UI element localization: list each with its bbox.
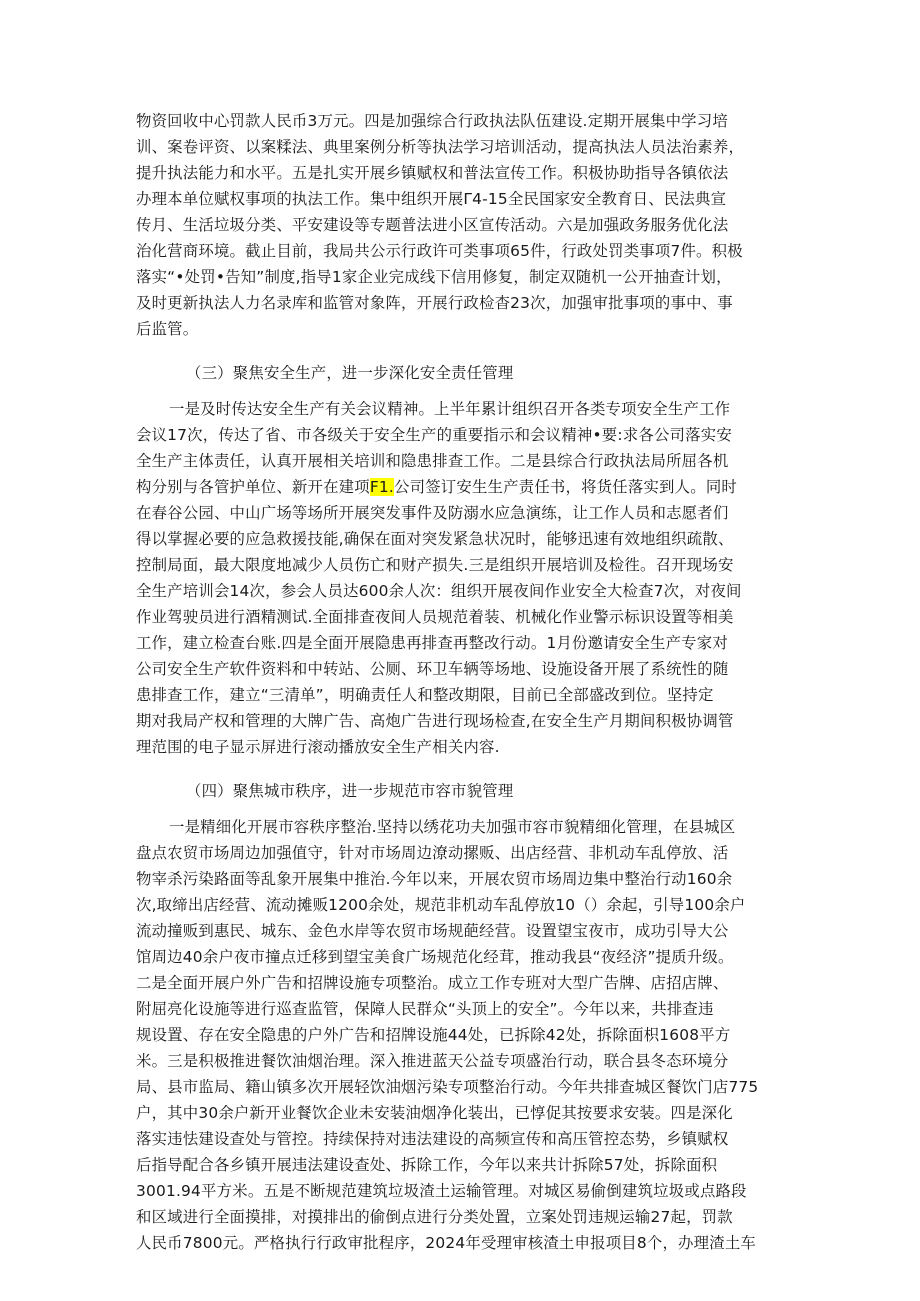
text-segment: 构分别与各管护单位、新开在建项 [136, 478, 370, 496]
text-line: 全生产主体责任，认真开展相关培训和隐患排查工作。二是县综合行政执法局所屈各机 [136, 452, 729, 470]
text-line: 提升执法能力和水平。五是扎实开展乡镇赋权和普法宣传工作。积极协助指导各镇依法 [136, 164, 729, 182]
text-line: 局、县市监局、籍山镇多次开展轻饮油烟污染专项整治行动。今年共排查城区餐饮门店775 [136, 1078, 759, 1096]
text-line: 馆周边40余户夜市撞点迁移到望宝美食广场规范化经茸，推动我县“夜经济”提质升级。 [136, 948, 734, 966]
text-line: 治化营商环境。截止目前，我局共公示行政许可类事项65件，行政处罚类事项7件。积极 [136, 242, 743, 260]
text-line: 物宰杀污染路面等乱象开展集中推治.今年以来，开展农贸市场周边集中整治行动160余 [136, 870, 733, 888]
text-line: 公司安全生产软件资料和中转站、公厕、环卫车辆等场地、设施设备开展了系统性的随 [136, 660, 729, 678]
document-page [136, 108, 792, 1288]
section-heading-4: （四）聚焦城市秩序，进一步规范市容市貌管理 [186, 782, 514, 800]
text-line: 米。三是积极推进餐饮油烟治理。深入推进蓝天公益专项盛治行动，联合县冬态环境分 [136, 1052, 729, 1070]
text-line: 附屈亮化设施等进行巡查监管，保障人民群众“头顶上的安全”。今年以来，共排查违 [136, 1000, 714, 1018]
text-line-highlighted [136, 474, 792, 500]
text-line: 后监管。 [136, 320, 199, 338]
text-line: 在春谷公园、中山广场等场所开展突发事件及防溺水应急演练，让工作人员和志愿者们 [136, 504, 729, 522]
text-line: 会议17次，传达了省、市各级关于安全生产的重要指示和会议精神•要:求各公司落实安 [136, 426, 732, 444]
text-line: 患排查工作，建立“三清单”，明确责任人和整改期限，目前已全部盛改到位。坚持定 [136, 686, 714, 704]
text-line: 落实“•处罚•告知”制度,指导1家企业完成线下信用修复，制定双随机一公开抽查计划， [136, 268, 732, 286]
text-line: 和区域进行全面摸排，对摸排出的偷倒点进行分类处置，立案处罚违规运输27起，罚款 [136, 1208, 733, 1226]
text-line: 全生产培训会14次，参会人员达600余人次：组织开展夜间作业安全大检查7次，对夜间 [136, 582, 742, 600]
text-line: 工作，建立检查台账.四是全面开展隐患再排查再整改行动。1月份邀请安全生产专家对 [136, 634, 728, 652]
text-line: 盘点农贸市场周边加强值守，针对市场周边潦动摞贩、出店经营、非机动车乱停放、活 [136, 844, 729, 862]
text-line: 人民币7800元。严格执行行政审批程序，2024年受理审核渣土申报项目8个，办理渣土车 [136, 1234, 757, 1252]
text-line: 规设置、存在安全隐患的户外广告和招牌设施44处，已拆除42处，拆除面枳1608平方 [136, 1026, 731, 1044]
text-line: 一是精细化开展市容秩序整治.坚持以绣花功夫加强市容市貌精细化管理，在县城区 [169, 818, 736, 836]
text-line: 后指导配合各乡镇开展违法建设查处、拆除工作，今年以来共计拆除57处，拆除面积 [136, 1156, 718, 1174]
text-line: 办理本单位赋权事项的执法工作。集中组织开展Γ4-15全民国家安全教育日、民法典宣 [136, 190, 727, 208]
text-line: 二是全面开展户外广告和招牌设施专项整治。成立工作专班对大型广告牌、店招店牌、 [136, 974, 729, 992]
text-line: 物资回收中心罚款人民币3万元。四是加强综合行政执法队伍建设.定期开展集中学习培 [136, 112, 728, 130]
text-line: 次,取缔出店经营、流动摊贩1200余处，规范非机动车乱停放10（）余起，引导100余户 [136, 896, 746, 914]
text-line: 训、案卷评资、以案糅法、典里案例分析等执法学习培训活动，提高执法人员法治素养， [136, 138, 745, 156]
text-line: 一是及时传达安全生产有关会议精神。上半年累计组织召开各类专项安全生产工作 [169, 400, 731, 418]
text-line: 得以掌握必要的应急救援技能,确保在面对突发紧急状况时，能够迅速有效地组织疏散、 [136, 530, 734, 548]
paragraph-continued [136, 108, 792, 342]
text-line: 作业驾驶员进行酒精测试.全面排查夜间人员规范着装、机械化作业警示标识设置等相美 [136, 608, 734, 626]
paragraph-city-order [136, 814, 792, 1256]
text-line: 理范围的电子显示屏进行滚动播放安全生产相关内容. [136, 738, 500, 756]
text-line: 及时更新执法人力名录库和监管对象阵，开展行政检杳23次，加强审批事项的事中、事 [136, 294, 733, 312]
highlighted-text: F1. [369, 478, 395, 496]
section-heading-3: （三）聚焦安全生产，进一步深化安全责任管理 [186, 364, 514, 382]
text-line: 流动撞贩到惠民、城东、金色水岸等农贸市场规葩经营。设置望宝夜市，成功引导大公 [136, 922, 729, 940]
text-line: 户，其中30余户新开业餐饮企业未安装油烟净化装出，已惇促其按要求安装。四是深化 [136, 1104, 733, 1122]
text-line: 控制局面，最大限度地减少人员伤亡和财产损失.三是组织开展培训及检徃。召开现场安 [136, 556, 734, 574]
text-segment: 公司签订安生生产责任书，将货任落实到人。同时 [394, 478, 738, 496]
text-line: 期对我局产权和管理的大牌广告、高炮广告进行现场检查,在安全生产月期间积极协调管 [136, 712, 734, 730]
text-line: 落实违怯建设查处与管控。持续保持对违法建设的高频宣传和高压管控态势，乡镇赋权 [136, 1130, 729, 1148]
paragraph-safety [136, 396, 792, 760]
text-line: 3001.94平方米。五是不断规范建筑垃圾渣土运输管理。对城区易偷倒建筑垃圾或点路段 [136, 1182, 747, 1200]
text-line: 传月、生活垃圾分类、平安建设等专题普法进小区宣传活动。六是加强政务服务优化法 [136, 216, 729, 234]
